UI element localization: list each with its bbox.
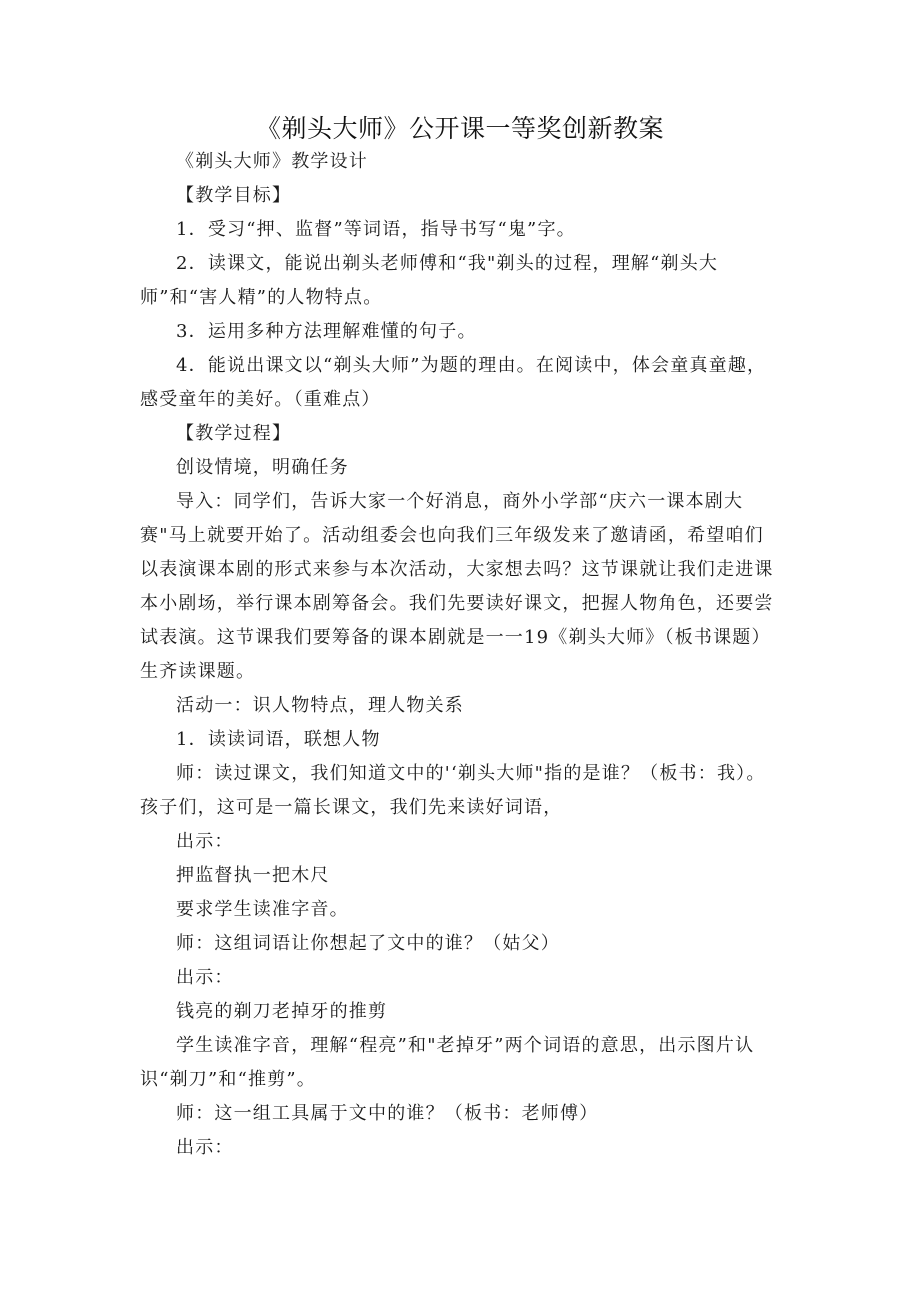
paragraph-section-setup: 创设情境，明确任务 [176,457,349,478]
paragraph-introduction: 导入：同学们，告诉大家一个好消息，商外小学部“庆六一课本剧大赛"马上就要开始了。活动组委会也向我们三年级发来了邀请函，希望咱们以表演课本剧的形式来参与本次活动，大家想去吗？这节课就让我们走进课本小剧场，举行课本剧筹备会。我们先要读好课文，把握人物角色，还要尝试表演。这节课我们要筹备的课本剧就是一一19《剃头大师》（板书课题）生齐读课题。 [140,491,774,682]
paragraph-instruction-2: 学生读准字音，理解“程亮”和"老掉牙”两个词语的意思，出示图片认识“剃刀”和“推剪”。 [140,1035,755,1090]
paragraph-show-3: 出示： [176,1137,234,1158]
paragraph-words-2: 钱亮的剃刀老掉牙的推剪 [176,1001,388,1022]
paragraph-goal-2: 2．读课文，能说出剃头老师傅和“我"剃头的过程，理解“剃头大师”和“害人精”的人物特点。 [140,253,719,308]
paragraph-heading-goals: 【教学目标】 [176,185,292,206]
paragraph-instruction-1: 要求学生读准字音。 [176,899,349,920]
paragraph-activity-1: 活动一：识人物特点，理人物关系 [176,695,464,716]
paragraph-teacher-1: 师：读过课文，我们知道文中的'‘剃头大师"指的是谁？（板书：我）。孩子们，这可是一篇长课文，我们先来读好词语， [140,763,766,818]
paragraph-step-1: 1．读读词语，联想人物 [176,729,381,750]
paragraph-teacher-3: 师：这一组工具属于文中的谁？（板书：老师傅） [176,1103,599,1124]
document-title: 《剃头大师》公开课一等奖创新教案 [255,114,664,143]
paragraph-goal-1: 1．受习“押、监督”等词语，指导书写“鬼”字。 [176,219,576,240]
paragraph-teacher-2: 师：这组词语让你想起了文中的谁？（姑父） [176,933,560,954]
paragraph-show-2: 出示： [176,967,234,988]
paragraph-words-1: 押监督执一把木尺 [176,865,330,886]
paragraph-show-1: 出示： [176,831,234,852]
paragraph-goal-3: 3．运用多种方法理解难懂的句子。 [176,321,477,342]
document-body [140,145,780,1165]
paragraph-goal-4: 4．能说出课文以“剃头大师”为题的理由。在阅读中，体会童真童趣，感受童年的美好。（重难点） [140,355,767,410]
paragraph-heading-process: 【教学过程】 [176,423,292,444]
paragraph-subtitle: 《剃头大师》教学设计 [176,151,368,172]
